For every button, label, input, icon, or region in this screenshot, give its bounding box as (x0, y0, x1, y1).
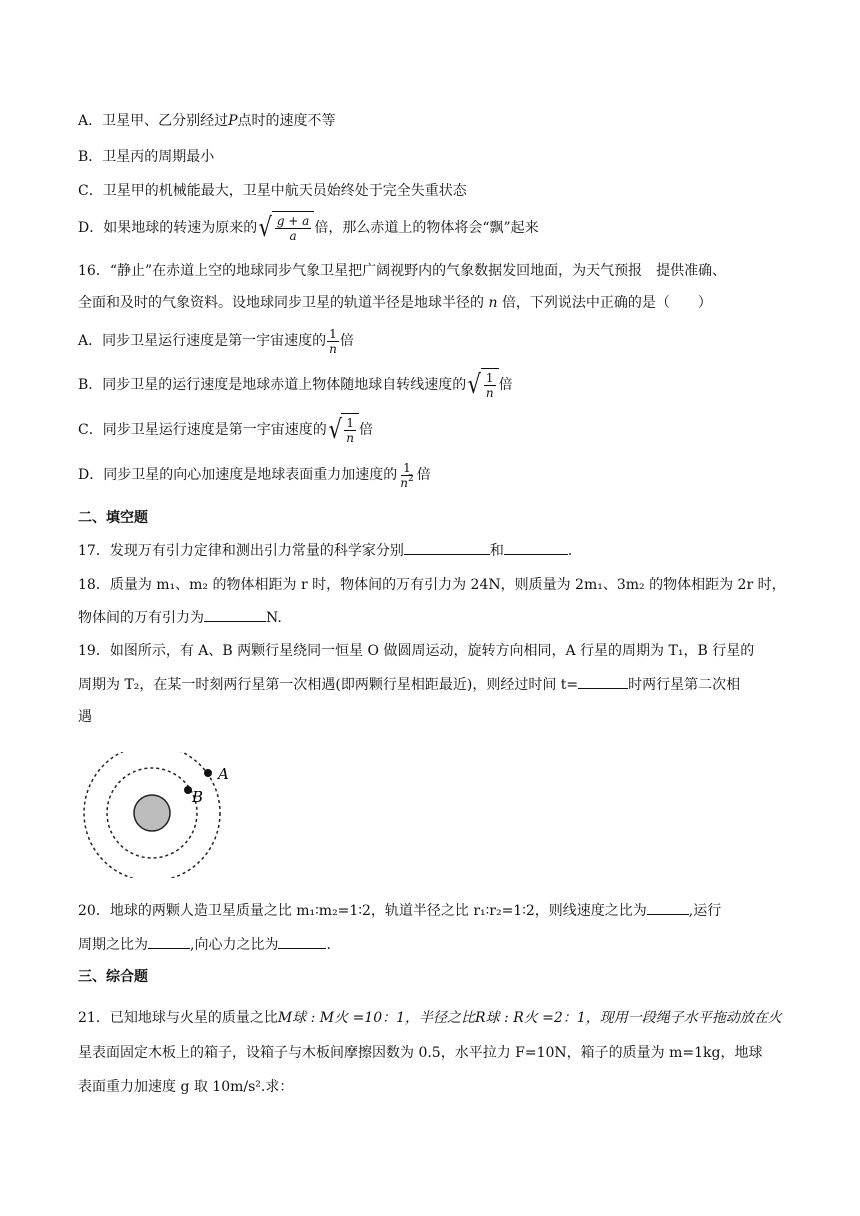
q16-option-b (78, 365, 790, 405)
q20-line2 (78, 934, 790, 955)
q19-text: 周期为 T₂，在某一时刻两行星第一次相遇(即两颗行星相距最近)，则经过时间 t= (78, 677, 579, 693)
q16-option-b-sqrt: √ $\frac{1}{n}$ (466, 368, 498, 402)
q19-tail: 时两行星第二次相 (628, 677, 741, 693)
q15-option-b: B．卫星丙的周期最小 (78, 149, 215, 165)
q18-line1: 18．质量为 m₁、m₂ 的物体相距为 r 时，物体间的万有引力为 24N，则质量为 2m₁、3m₂ 的物体相距为 2r 时， (78, 577, 786, 593)
q15-option-c: C．卫星甲的机械能最大，卫星中航天员始终处于完全失重状态 (78, 183, 467, 199)
q19-line3: 遇 (78, 709, 92, 725)
q17-and: 和 (489, 543, 504, 559)
frac-num: 1 (329, 326, 337, 341)
q16-option-c (78, 410, 790, 450)
q16-stem-tail: 倍，下列说法中正确的是（ ） (501, 295, 712, 311)
q17-text: 17．发现万有引力定律和测出引力常量的科学家分别 (78, 543, 404, 559)
q19-line2 (78, 674, 790, 695)
q16-option-d-text: D．同步卫星的向心加速度是地球表面重力加速度的 (78, 467, 398, 483)
q17-blank-2[interactable] (504, 540, 568, 555)
q18-text: 物体间的万有引力为 (78, 610, 204, 626)
q16-option-c-text: C．同步卫星运行速度是第一宇宙速度的 (78, 422, 327, 438)
q16-stem-line2 (78, 293, 790, 313)
q20-blank-2[interactable] (148, 934, 190, 949)
q16-stem-text: 全面和及时的气象资料。设地球同步卫星的轨道半径是地球半径的 (78, 295, 484, 311)
q18-blank[interactable] (204, 607, 266, 622)
q21-line1 (78, 1008, 790, 1028)
q15-sqrt-expression: √ $\frac{g + a}{a}$ (257, 211, 314, 245)
q20-blank-3[interactable] (278, 934, 326, 949)
q18-unit: N. (266, 610, 282, 626)
frac-den: n (485, 386, 494, 400)
central-star-o (134, 795, 170, 831)
q20-tail: ,运行 (688, 903, 722, 919)
section-title-comprehensive: 三、综合题 (78, 969, 148, 985)
q17 (78, 540, 790, 561)
frac-den: n (329, 341, 337, 356)
frac-den-var: n (400, 475, 408, 490)
q21-text: 21．已知地球与火星的质量之比 (78, 1010, 278, 1026)
frac-num: 1 (346, 416, 354, 430)
q16-option-d-fraction (398, 461, 415, 490)
frac-num: 1 (485, 371, 494, 385)
label-b: B (192, 788, 204, 806)
q16-option-a-text: A．同步卫星运行速度是第一宇宙速度的 (78, 333, 327, 349)
q16-option-a-fraction (327, 327, 339, 356)
q15-option-a (78, 111, 790, 131)
planet-b (184, 786, 192, 794)
q20-force-text: ,向心力之比为 (190, 937, 279, 953)
q15-point-p: P (228, 113, 238, 129)
q15-option-d-text: D．如果地球的转速为原来的 (78, 220, 258, 236)
times-text: 倍 (416, 467, 431, 483)
q20-text: 20．地球的两颗人造卫星质量之比 m₁∶m₂=1∶2，轨道半径之比 r₁∶r₂=1∶2，则线速度之比为 (78, 903, 647, 919)
q17-period: . (567, 543, 573, 559)
frac-den-squared: $n^2$ (400, 473, 414, 490)
q20-period: . (326, 937, 331, 953)
q16-option-a (78, 323, 790, 359)
q16-var-n: n (488, 295, 498, 311)
q15-option-d-tail: 倍，那么赤道上的物体将会“飘”起来 (314, 220, 539, 236)
section-title-fill-blank: 二、填空题 (78, 510, 148, 526)
q21-line2: 星表面固定木板上的箱子，设箱子与木板间摩擦因数为 0.5，水平拉力 F=10N，箱子的质量为 m=1kg，地球 (78, 1045, 763, 1061)
q17-blank-1[interactable] (404, 540, 490, 555)
times-text: 倍 (498, 377, 513, 393)
q18-line2 (78, 607, 790, 628)
planet-a (204, 769, 212, 777)
frac-den: n (346, 431, 355, 445)
q15-option-d (78, 210, 790, 246)
q15-frac-numerator: g + a (276, 214, 310, 228)
label-a: A (218, 765, 229, 783)
q20-period-text: 周期之比为 (78, 937, 148, 953)
q21-mass-ratio: M球 : M火 =10：1，半径之比 (277, 1010, 476, 1026)
q19-line1: 19．如图所示，有 A、B 两颗行星绕同一恒星 O 做圆周运动，旋转方向相同，A 行星的周期为 T₁，B 行星的 (78, 643, 755, 659)
q16-option-d (78, 456, 790, 494)
q15-option-a-tail: 点时的速度不等 (237, 113, 336, 129)
q21-line3: 表面重力加速度 g 取 10m/s².求： (78, 1079, 294, 1095)
q21-radius-ratio: R球 : R火 =2：1，现用一段绳子水平拖动放在火 (475, 1010, 782, 1026)
q19-blank[interactable] (578, 674, 628, 689)
q15-frac-denominator: a (289, 229, 297, 243)
frac-num: 1 (403, 460, 411, 475)
q15-option-a-text: A．卫星甲、乙分别经过 (78, 113, 229, 129)
q16-stem-line1: 16．“静止”在赤道上空的地球同步气象卫星把广阔视野内的气象数据发回地面，为天气预报 提供准确、 (78, 263, 727, 279)
times-text: 倍 (339, 333, 354, 349)
times-text: 倍 (359, 422, 374, 438)
q20-blank-1[interactable] (647, 900, 689, 915)
q20-line1 (78, 900, 790, 921)
q16-option-b-text: B．同步卫星的运行速度是地球赤道上物体随地球自转线速度的 (78, 377, 467, 393)
q16-option-c-sqrt: √ $\frac{1}{n}$ (327, 413, 359, 447)
orbit-diagram (80, 752, 230, 878)
